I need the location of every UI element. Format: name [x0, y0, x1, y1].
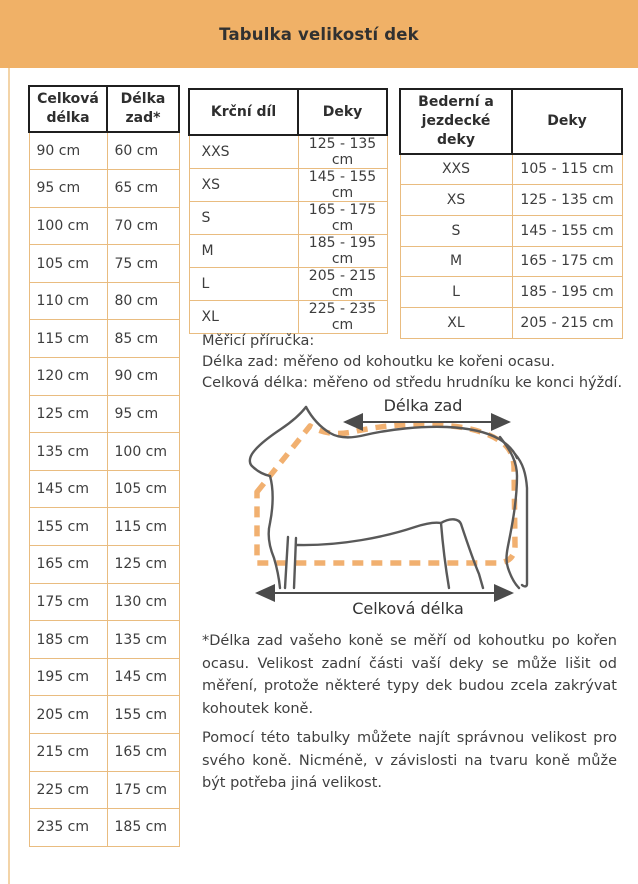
page-title: Tabulka velikostí dek: [219, 24, 419, 44]
table-row: [29, 621, 179, 659]
table-header-row: [400, 89, 622, 154]
table-row: [400, 277, 622, 308]
table-row: [400, 215, 622, 246]
table-row: [29, 358, 179, 396]
table-row: [29, 658, 179, 696]
usage-note: Pomocí této tabulky můžete najít správnou velikost pro svého koně. Nicméně, v závislosti na tvaru koně může být potřeba jiná velikost.: [202, 730, 617, 791]
table-row: [189, 235, 387, 268]
column-header-back-length: Délka zad*: [107, 86, 179, 132]
table-row: [29, 207, 179, 245]
table-cell: 95 cm: [107, 395, 179, 433]
table-row: [189, 268, 387, 301]
column-header-blankets: Deky: [298, 89, 387, 135]
table-row: [400, 184, 622, 215]
table-cell: 215 cm: [29, 734, 107, 772]
table-row: [189, 135, 387, 169]
table-cell: 90 cm: [29, 132, 107, 170]
table-cell: 135 cm: [29, 433, 107, 471]
table-cell: 125 - 135 cm: [512, 184, 622, 215]
table-cell: 95 cm: [29, 170, 107, 208]
table-row: [29, 395, 179, 433]
table-cell: M: [189, 235, 298, 268]
table-row: [29, 433, 179, 471]
table-cell: XS: [400, 184, 512, 215]
table-cell: 185 cm: [107, 809, 179, 847]
table-cell: 205 - 215 cm: [298, 268, 387, 301]
length-size-table: [28, 85, 180, 847]
table-row: [400, 246, 622, 277]
left-accent-strip: [8, 68, 10, 884]
horse-measurement-diagram: [193, 396, 635, 628]
table-cell: 155 cm: [29, 508, 107, 546]
back-length-label: Délka zad: [383, 396, 463, 415]
table-cell: 135 cm: [107, 621, 179, 659]
table-cell: 145 - 155 cm: [298, 169, 387, 202]
table-cell: 205 - 215 cm: [512, 308, 622, 339]
measuring-guide-title: Měřicí příručka:: [202, 333, 315, 349]
neck-size-table: [188, 88, 388, 334]
table-cell: 225 cm: [29, 771, 107, 809]
measuring-guide-total-length: Celková délka: měřeno od středu hrudníku ke konci hýždí.: [202, 375, 623, 391]
table-cell: 185 - 195 cm: [298, 235, 387, 268]
table-cell: XL: [189, 301, 298, 334]
table-cell: 105 cm: [29, 245, 107, 283]
table-cell: L: [400, 277, 512, 308]
table-row: [29, 546, 179, 584]
table-cell: 105 cm: [107, 470, 179, 508]
table-row: [189, 202, 387, 235]
table-cell: 125 cm: [29, 395, 107, 433]
table-cell: 155 cm: [107, 696, 179, 734]
table-cell: 105 - 115 cm: [512, 154, 622, 185]
table-cell: XXS: [400, 154, 512, 185]
back-length-note: *Délka zad vašeho koně se měří od kohoutku po kořen ocasu. Velikost zadní části vaší deky se může lišit od měření, protože některé typy dek budou zcela zakrývat kohoutek koně.: [202, 633, 617, 717]
table-cell: 165 cm: [107, 734, 179, 772]
table-row: [29, 132, 179, 170]
table-cell: 145 cm: [107, 658, 179, 696]
table-cell: 60 cm: [107, 132, 179, 170]
loin-size-table: [399, 88, 623, 339]
measuring-guide: [202, 331, 632, 394]
table-cell: XL: [400, 308, 512, 339]
table-cell: 65 cm: [107, 170, 179, 208]
table-cell: 80 cm: [107, 282, 179, 320]
table-cell: 85 cm: [107, 320, 179, 358]
table-row: [29, 470, 179, 508]
table-cell: 120 cm: [29, 358, 107, 396]
table-row: [29, 771, 179, 809]
table-cell: 125 cm: [107, 546, 179, 584]
table-cell: 145 cm: [29, 470, 107, 508]
table-header-row: [189, 89, 387, 135]
table-cell: 100 cm: [107, 433, 179, 471]
table-row: [189, 169, 387, 202]
table-cell: 225 - 235 cm: [298, 301, 387, 334]
header-bar: [0, 0, 638, 68]
table-row: [29, 696, 179, 734]
table-row: [29, 282, 179, 320]
column-header-neck-part: Krční díl: [189, 89, 298, 135]
table-cell: 175 cm: [29, 583, 107, 621]
table-cell: S: [400, 215, 512, 246]
table-cell: 100 cm: [29, 207, 107, 245]
table-row: [29, 245, 179, 283]
table-cell: 165 - 175 cm: [512, 246, 622, 277]
table-cell: 125 - 135 cm: [298, 135, 387, 169]
table-header-row: [29, 86, 179, 132]
table-row: [29, 508, 179, 546]
column-header-total-length: Celková délka: [29, 86, 107, 132]
column-header-loin-riding: Bederní a jezdecké deky: [400, 89, 512, 154]
table-cell: 205 cm: [29, 696, 107, 734]
column-header-blankets: Deky: [512, 89, 622, 154]
table-cell: 145 - 155 cm: [512, 215, 622, 246]
table-cell: M: [400, 246, 512, 277]
table-cell: XS: [189, 169, 298, 202]
table-cell: L: [189, 268, 298, 301]
total-length-label: Celková délka: [352, 599, 464, 618]
table-cell: 90 cm: [107, 358, 179, 396]
table-cell: 130 cm: [107, 583, 179, 621]
table-row: [29, 170, 179, 208]
horse-diagram-graphic: [193, 396, 635, 628]
table-cell: 185 - 195 cm: [512, 277, 622, 308]
table-row: [29, 734, 179, 772]
table-row: [400, 154, 622, 185]
table-cell: 110 cm: [29, 282, 107, 320]
table-cell: S: [189, 202, 298, 235]
table-row: [29, 583, 179, 621]
table-cell: 75 cm: [107, 245, 179, 283]
table-cell: 195 cm: [29, 658, 107, 696]
measuring-guide-back-length: Délka zad: měřeno od kohoutku ke kořeni ocasu.: [202, 354, 555, 370]
table-cell: 70 cm: [107, 207, 179, 245]
table-row: [29, 320, 179, 358]
table-cell: 165 - 175 cm: [298, 202, 387, 235]
table-cell: 115 cm: [107, 508, 179, 546]
table-cell: 185 cm: [29, 621, 107, 659]
table-cell: 165 cm: [29, 546, 107, 584]
table-cell: XXS: [189, 135, 298, 169]
table-cell: 235 cm: [29, 809, 107, 847]
table-cell: 115 cm: [29, 320, 107, 358]
table-cell: 175 cm: [107, 771, 179, 809]
table-row: [189, 301, 387, 334]
table-row: [29, 809, 179, 847]
